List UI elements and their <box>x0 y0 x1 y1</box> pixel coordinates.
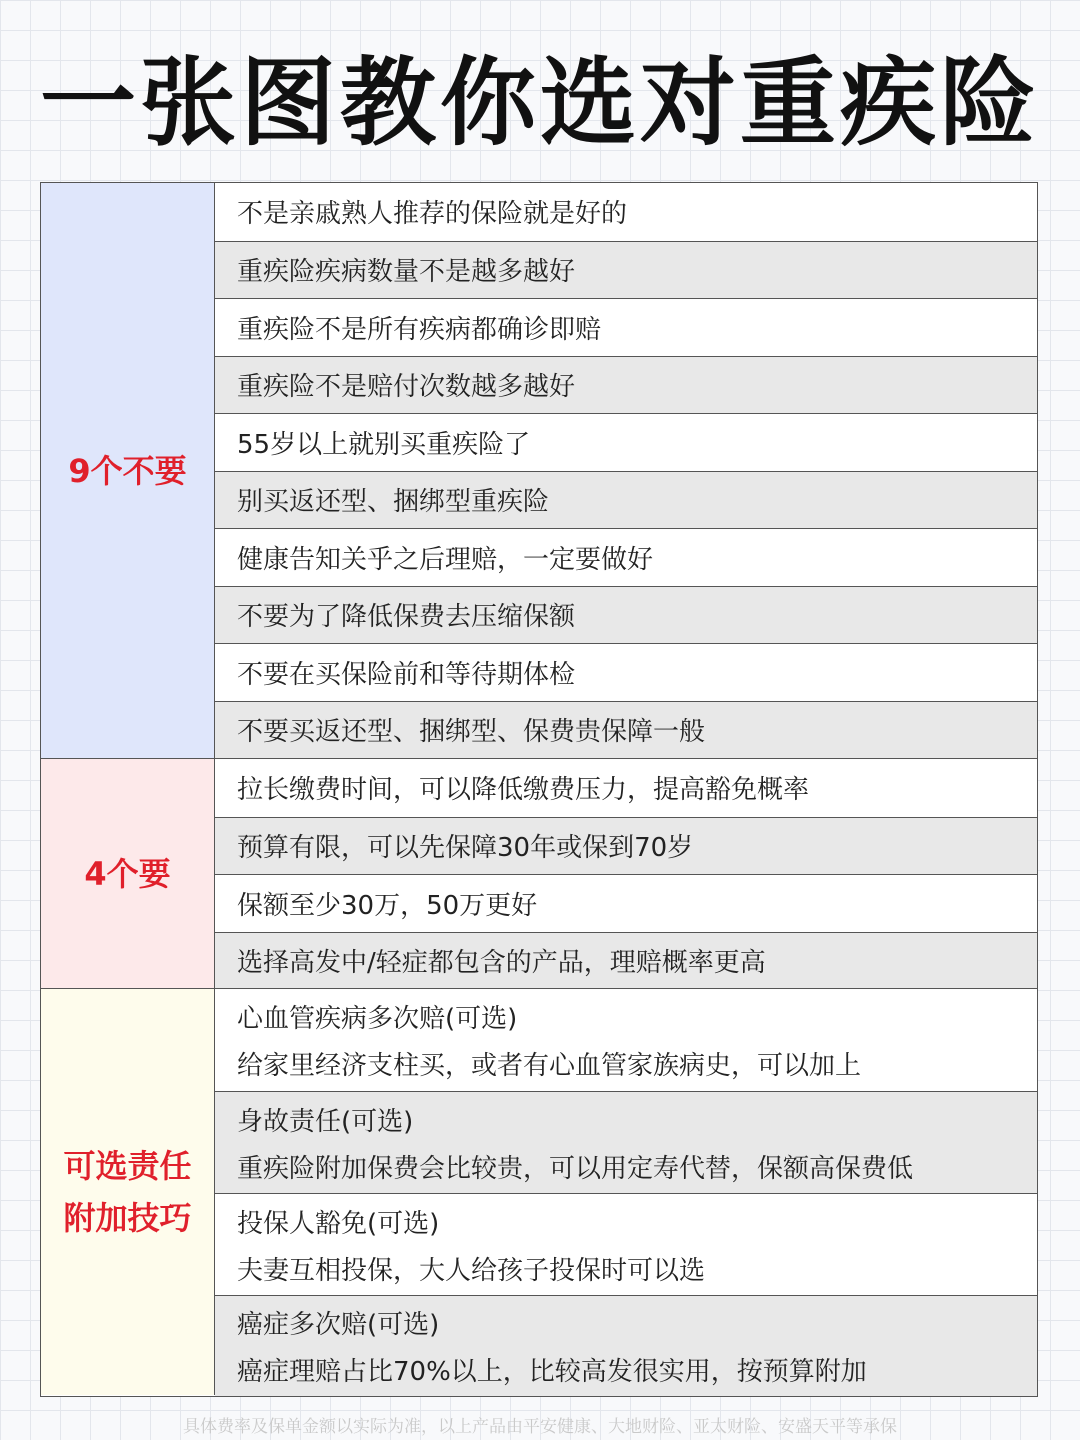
section-four-dos <box>41 758 1037 988</box>
row-text: 选择高发中/轻症都包含的产品，理赔概率更高 <box>237 948 766 979</box>
table-row <box>215 1295 1037 1396</box>
section-label-line: 可选责任 <box>63 1147 192 1185</box>
section-label <box>41 989 215 1395</box>
table-row <box>215 471 1037 529</box>
section-optional-riders <box>41 988 1037 1395</box>
comparison-table <box>40 182 1038 1397</box>
row-description: 夫妻互相投保，大人给孩子投保时可以选 <box>237 1255 706 1286</box>
page-title: 一张图教你选对重疾险 <box>40 46 1040 159</box>
disclaimer-footer: 具体费率及保单金额以实际为准，以上产品由平安健康、大地财险、亚太财险、安盛天平等承保 <box>183 1417 897 1437</box>
section-label-text: 4个要 <box>84 854 171 893</box>
row-description: 重疾险附加保费会比较贵，可以用定寿代替，保额高保费低 <box>237 1153 914 1184</box>
table-row <box>215 183 1037 241</box>
row-text: 不要为了降低保费去压缩保额 <box>237 602 576 633</box>
row-text: 重疾险疾病数量不是越多越好 <box>237 257 576 288</box>
row-text: 健康告知关乎之后理赔，一定要做好 <box>237 544 654 575</box>
section-label-line: 附加技巧 <box>63 1199 192 1237</box>
row-title: 身故责任(可选) <box>237 1106 414 1137</box>
section-label <box>41 759 215 988</box>
section-nine-donts <box>41 183 1037 758</box>
row-text: 拉长缴费时间，可以降低缴费压力，提高豁免概率 <box>237 775 810 806</box>
section-rows <box>215 759 1037 988</box>
row-text: 重疾险不是所有疾病都确诊即赔 <box>237 314 602 345</box>
table-row <box>215 298 1037 356</box>
row-text: 保额至少30万，50万更好 <box>237 890 538 921</box>
table-row <box>215 356 1037 414</box>
table-row <box>215 759 1037 817</box>
row-title: 投保人豁免(可选) <box>237 1208 440 1239</box>
table-row <box>215 874 1037 932</box>
row-text: 重疾险不是赔付次数越多越好 <box>237 372 576 403</box>
table-row <box>215 701 1037 759</box>
table-row <box>215 932 1037 990</box>
row-title: 癌症多次赔(可选) <box>237 1310 440 1340</box>
table-row <box>215 1091 1037 1193</box>
table-row <box>215 586 1037 644</box>
section-label-text: 9个不要 <box>68 451 187 490</box>
table-row <box>215 643 1037 701</box>
row-text: 预算有限，可以先保障30年或保到70岁 <box>237 833 694 864</box>
table-row <box>215 241 1037 299</box>
section-rows <box>215 989 1037 1395</box>
table-row <box>215 1193 1037 1295</box>
table-row <box>215 817 1037 875</box>
row-text: 不是亲戚熟人推荐的保险就是好的 <box>237 199 628 230</box>
row-text: 不要买返还型、捆绑型、保费贵保障一般 <box>237 717 706 748</box>
table-row <box>215 413 1037 471</box>
table-row <box>215 989 1037 1091</box>
row-description: 癌症理赔占比70%以上，比较高发很实用，按预算附加 <box>237 1357 867 1387</box>
row-title: 心血管疾病多次赔(可选) <box>237 1004 518 1034</box>
section-label <box>41 183 215 758</box>
row-text: 55岁以上就别买重疾险了 <box>237 429 531 460</box>
table-row <box>215 528 1037 586</box>
row-text: 不要在买保险前和等待期体检 <box>237 659 576 690</box>
section-rows <box>215 183 1037 758</box>
row-description: 给家里经济支柱买，或者有心血管家族病史，可以加上 <box>237 1051 862 1081</box>
row-text: 别买返还型、捆绑型重疾险 <box>237 487 550 518</box>
